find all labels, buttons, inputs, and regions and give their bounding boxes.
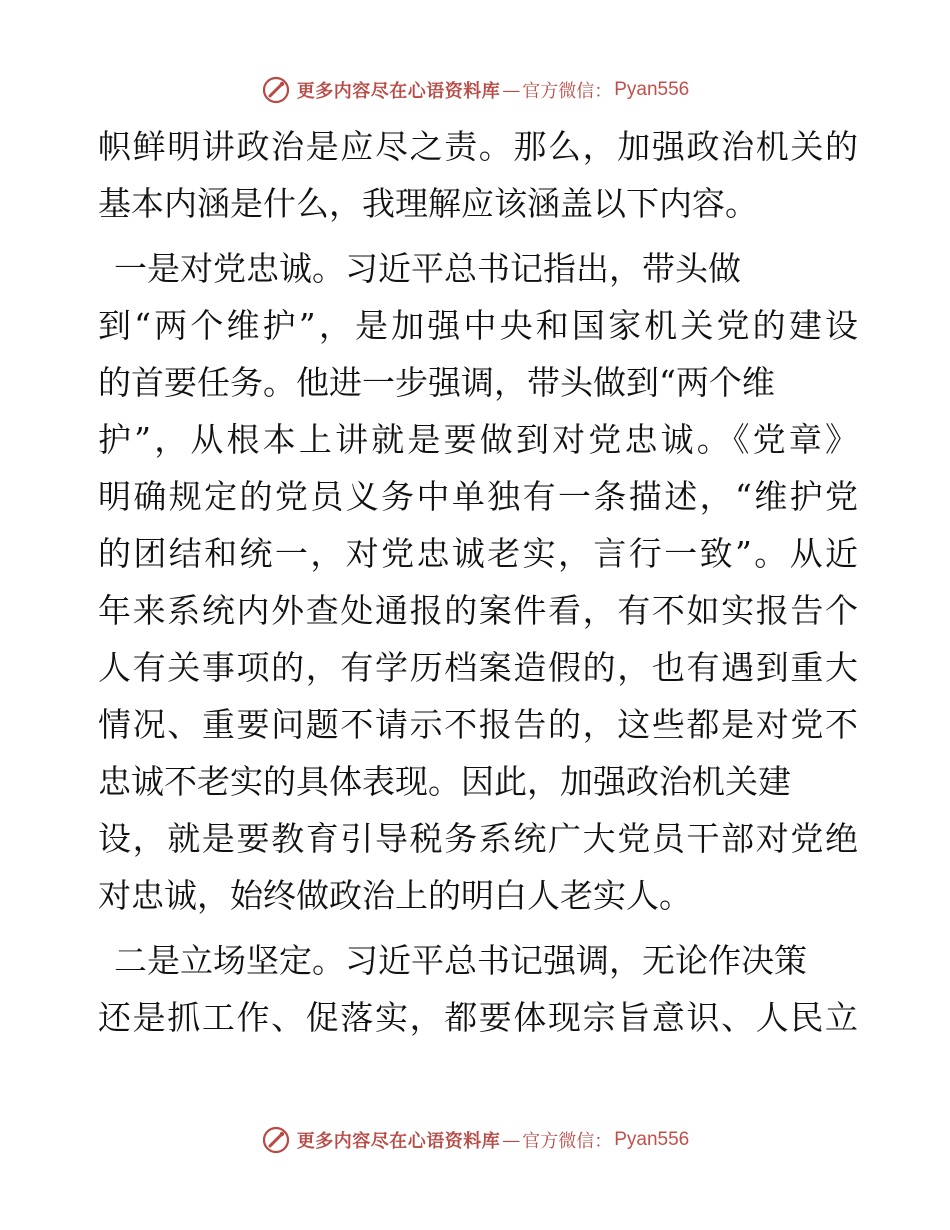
text-line: 护”，从根本上讲就是要做到对党忠诚。《党章》 bbox=[98, 420, 858, 459]
watermark-site-text: 更多内容尽在心语资料库 bbox=[296, 1131, 501, 1152]
text-line: 的首要任务。他进一步强调，带头做到“两个维 bbox=[98, 363, 775, 402]
footer-watermark bbox=[0, 1122, 950, 1158]
paragraph bbox=[98, 240, 858, 924]
text-line: 情况、重要问题不请示不报告的，这些都是对党不 bbox=[98, 705, 858, 744]
text-line: 忠诚不老实的具体表现。因此，加强政治机关建 bbox=[98, 762, 791, 801]
text-line: 帜鲜明讲政治是应尽之责。那么，加强政治机关的 bbox=[98, 127, 858, 166]
text-line: 还是抓工作、促落实，都要体现宗旨意识、人民立 bbox=[98, 998, 858, 1037]
header-watermark bbox=[0, 72, 950, 108]
text-line: 一是对党忠诚。习近平总书记指出，带头做 bbox=[114, 249, 741, 288]
text-line: 到“两个维护”，是加强中央和国家机关党的建设 bbox=[98, 306, 858, 345]
text-line: 对忠诚，始终做政治上的明白人老实人。 bbox=[98, 876, 692, 915]
watermark-dash: — bbox=[502, 1129, 521, 1151]
document-body bbox=[98, 118, 858, 1046]
paragraph bbox=[98, 932, 858, 1046]
text-line: 明确规定的党员义务中单独有一条描述，“维护党 bbox=[98, 477, 858, 516]
watermark-wechat-id: Pyan556 bbox=[614, 79, 690, 100]
watermark-wechat-id: Pyan556 bbox=[614, 1129, 690, 1150]
text-line: 设，就是要教育引导税务系统广大党员干部对党绝 bbox=[98, 819, 858, 858]
watermark-wechat-label: 官方微信： bbox=[522, 1131, 613, 1152]
text-line: 二是立场坚定。习近平总书记强调，无论作决策 bbox=[114, 941, 807, 980]
text-line: 年来系统内外查处通报的案件看，有不如实报告个 bbox=[98, 591, 858, 630]
pen-logo-icon bbox=[261, 75, 291, 105]
watermark-site-text: 更多内容尽在心语资料库 bbox=[296, 81, 501, 102]
watermark-wechat-label: 官方微信： bbox=[522, 81, 613, 102]
pen-logo-icon bbox=[261, 1125, 291, 1155]
paragraph bbox=[98, 118, 858, 232]
text-line: 人有关事项的，有学历档案造假的，也有遇到重大 bbox=[98, 648, 858, 687]
watermark-dash: — bbox=[502, 79, 521, 101]
text-line: 的团结和统一，对党忠诚老实，言行一致”。从近 bbox=[98, 534, 858, 573]
text-line: 基本内涵是什么，我理解应该涵盖以下内容。 bbox=[98, 184, 758, 223]
